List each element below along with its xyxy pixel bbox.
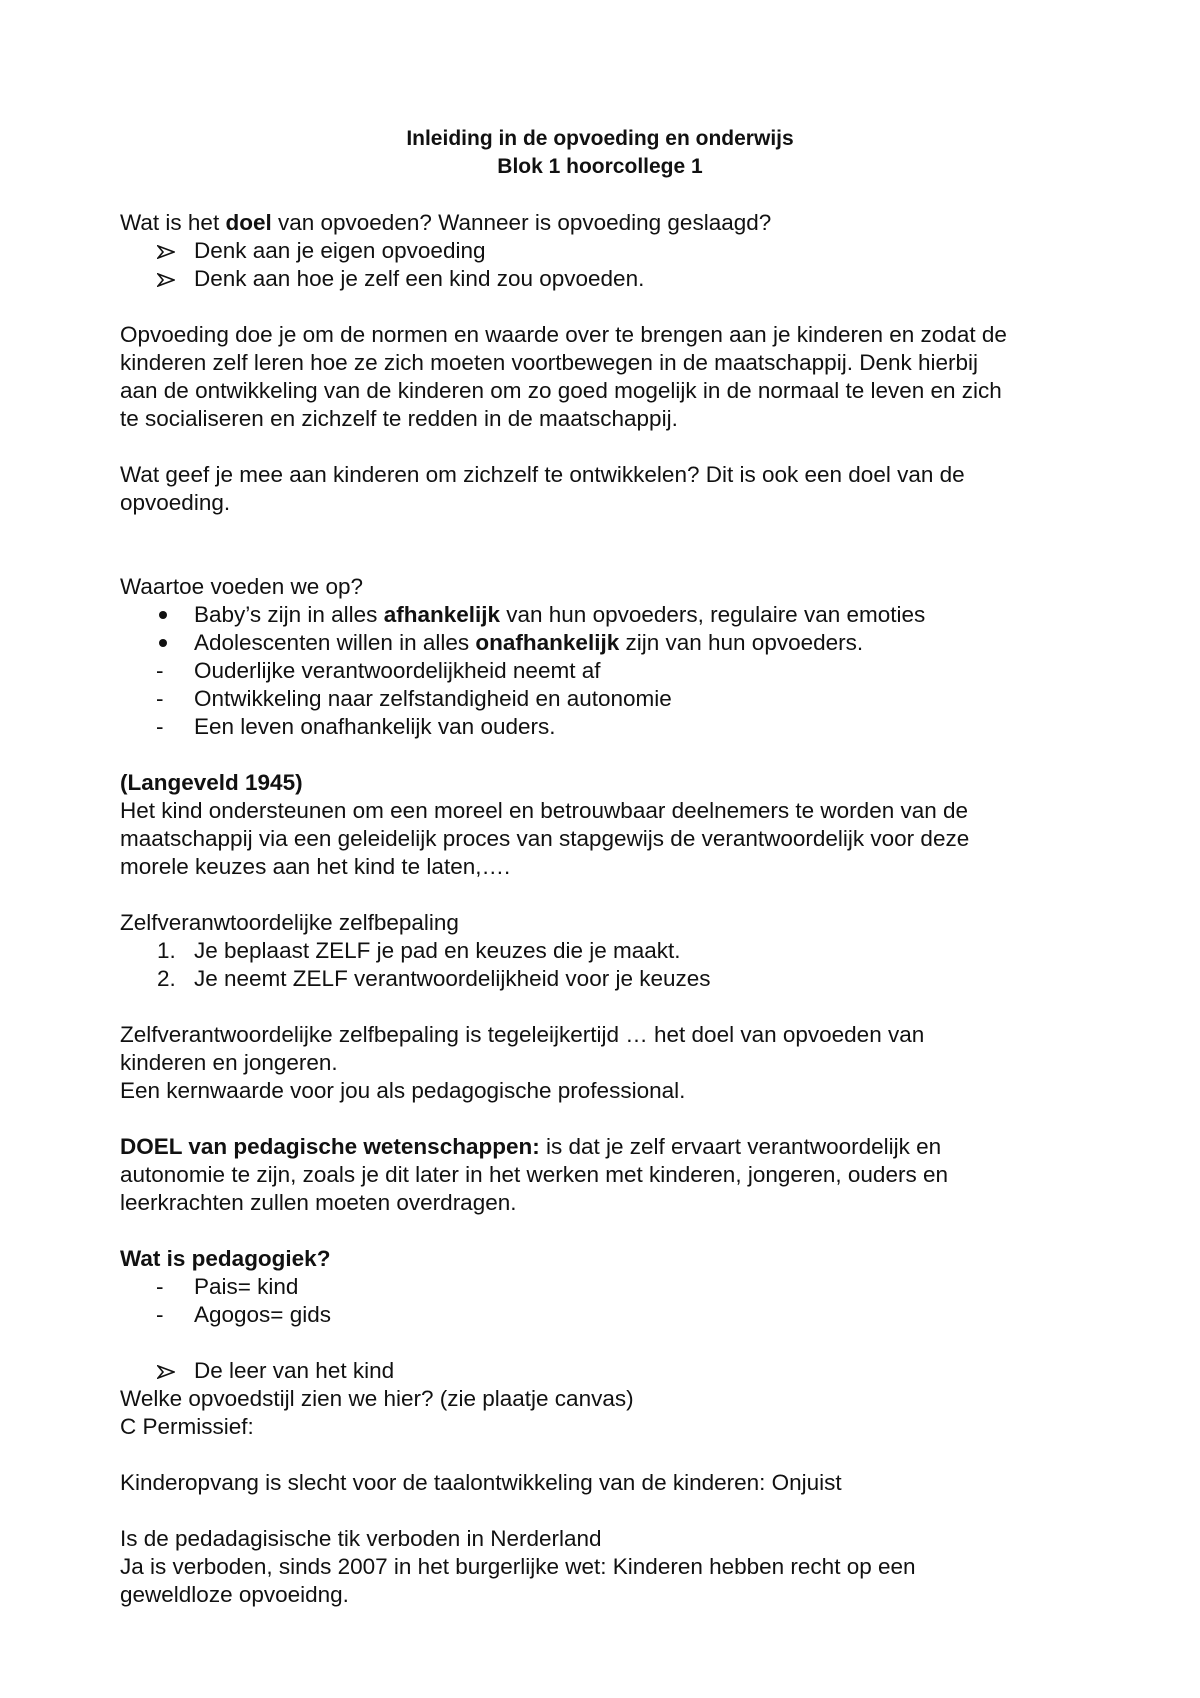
list-item: 2. Je neemt ZELF verantwoordelijkheid voor je keuzes — [157, 966, 711, 991]
dash-marker: - — [156, 686, 164, 711]
dash-marker: - — [156, 658, 164, 683]
langeveld-heading: (Langeveld 1945) — [120, 770, 303, 795]
dash-marker: - — [156, 1302, 164, 1327]
pedagogiek-list — [120, 1273, 1080, 1329]
opvoedstijl-answer: C Permissief: — [120, 1414, 254, 1439]
intro-question: Wat is het doel van opvoeden? Wanneer is opvoeding geslaagd? — [120, 210, 772, 235]
list-item: Denk aan je eigen opvoeding — [120, 237, 1080, 265]
paragraph-kernwaarde: Zelfverantwoordelijke zelfbepaling is tegeleijkertijd … het doel van opvoeden van kinderen en jongeren. Een kernwaarde voor jou als pedagogische professional. — [120, 1022, 925, 1103]
waartoe-heading: Waartoe voeden we op? — [120, 574, 364, 599]
list-item: - Ouderlijke verantwoordelijkheid neemt af — [156, 658, 601, 683]
kinderopvang-statement: Kinderopvang is slecht voor de taalontwikkeling van de kinderen: Onjuist — [120, 1470, 842, 1495]
list-item: 1. Je beplaast ZELF je pad en keuzes die je maakt. — [157, 938, 681, 963]
paragraph-langeveld: Het kind ondersteunen om een moreel en betrouwbaar deelnemers te worden van de maatschappij via een geleidelijk proces van stapgewijs de verantwoordelijk voor deze morele keuzes aan het kind te laten,…. — [120, 798, 970, 879]
list-item: Denk aan hoe je zelf een kind zou opvoeden. — [120, 265, 1080, 293]
zelfbepaling-list — [120, 937, 1080, 993]
arrow-bullet-icon — [157, 245, 175, 259]
arrow-bullet-icon — [157, 1365, 175, 1379]
zelfbepaling-heading: Zelfveranwtoordelijke zelfbepaling — [120, 910, 459, 935]
bullet-dot-icon — [159, 639, 167, 647]
bullet-dot-icon — [159, 611, 167, 619]
arrow-bullet-icon — [157, 273, 175, 287]
list-item: Baby’s zijn in alles afhankelijk van hun opvoeders, regulaire van emoties — [120, 601, 1080, 629]
document-title — [120, 125, 1080, 181]
emphasis-doel: doel — [225, 210, 272, 235]
list-item: - Pais= kind — [156, 1274, 299, 1299]
paragraph-opvoeding: Opvoeding doe je om de normen en waarde over te brengen aan je kinderen en zodat de kinderen zelf leren hoe ze zich moeten voortbewegen in de maatschappij. Denk hierbij aan de ontwikkeling van de kinderen om zo goed mogelijk in de normaal te leven en zich te socialiseren en zichzelf te redden in de maatschappij. — [120, 322, 1007, 431]
dash-marker: - — [156, 714, 164, 739]
paragraph-doel: DOEL van pedagische wetenschappen: is dat je zelf ervaart verantwoordelijk en autonomie te zijn, zoals je dit later in het werken met kinderen, jongeren, ouders en leerkrachten zullen moeten overdragen. — [120, 1134, 948, 1215]
dash-marker: - — [156, 1274, 164, 1299]
paragraph-meegeven: Wat geef je mee aan kinderen om zichzelf te ontwikkelen? Dit is ook een doel van de opvoeding. — [120, 462, 965, 515]
doel-label: DOEL van pedagische wetenschappen: — [120, 1134, 540, 1159]
paragraph-tik: Is de pedadagisische tik verboden in Nerderland Ja is verboden, sinds 2007 in het burgerlijke wet: Kinderen hebben recht op een geweldloze opvoeidng. — [120, 1526, 916, 1607]
list-item: - Agogos= gids — [156, 1302, 331, 1327]
document-page — [120, 125, 1080, 1609]
title-line-1: Inleiding in de opvoeding en onderwijs — [406, 127, 794, 150]
pedagogiek-heading: Wat is pedagogiek? — [120, 1246, 331, 1271]
list-item: De leer van het kind — [120, 1357, 1080, 1385]
intro-arrow-list — [120, 237, 1080, 293]
list-item: - Een leven onafhankelijk van ouders. — [156, 714, 556, 739]
waartoe-list — [120, 601, 1080, 741]
opvoedstijl-question: Welke opvoedstijl zien we hier? (zie plaatje canvas) — [120, 1386, 634, 1411]
list-item: Adolescenten willen in alles onafhankelijk zijn van hun opvoeders. — [120, 629, 1080, 657]
pedagogiek-arrow-list — [120, 1357, 1080, 1385]
title-line-2: Blok 1 hoorcollege 1 — [497, 155, 703, 178]
list-item: - Ontwikkeling naar zelfstandigheid en autonomie — [156, 686, 672, 711]
